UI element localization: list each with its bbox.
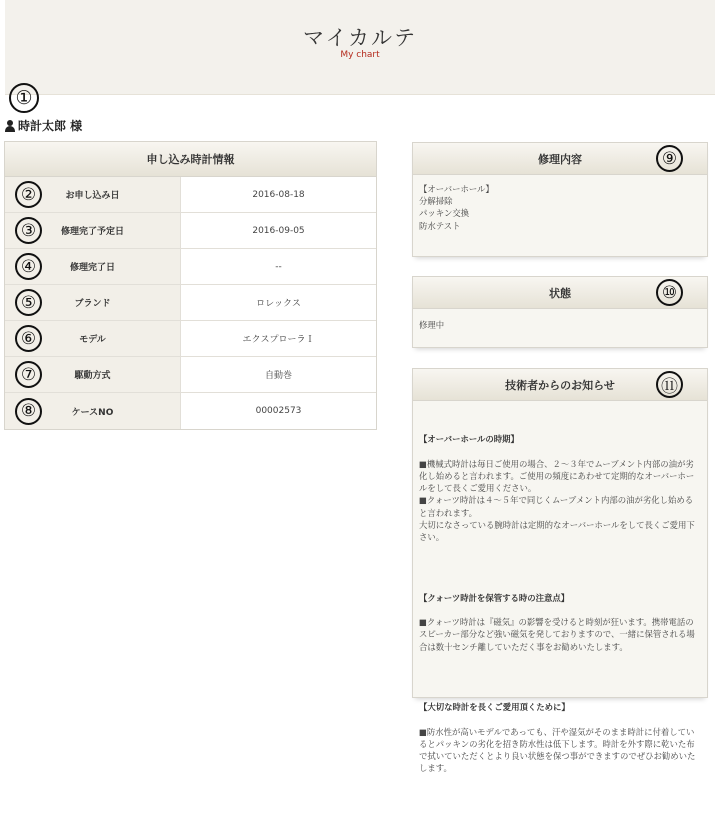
notice-section-heading: 【クォーツ時計を保管する時の注意点】 (419, 592, 570, 603)
repair-details-panel (412, 142, 708, 257)
table-row (5, 285, 376, 321)
page-header (5, 0, 715, 95)
watch-info-table (4, 141, 377, 430)
row-label: 駆動方式 (74, 371, 111, 381)
table-row (5, 249, 376, 285)
notice-section-heading: 【大切な時計を長くご愛用頂くために】 (419, 702, 570, 713)
notice-section (419, 689, 701, 787)
annotation-marker-9: ⑨ (656, 145, 683, 172)
notice-section-heading: 【オーバーホールの時期】 (419, 434, 519, 445)
row-label: 修理完了日 (69, 263, 115, 273)
annotation-marker-2: ② (15, 181, 42, 208)
notice-section-body: ■防水性が高いモデルであっても、汗や湿気がそのまま時計に付着しているとパッキンの劣化を招き防水性は低下します。時計を外す際に乾いた布で拭いていただくとより良い状態を保つ事ができますのでぜひお勧めいたします。 (419, 726, 696, 774)
row-label: ケースNO (71, 407, 114, 418)
table-row (5, 177, 376, 213)
status-title: 状態 (549, 286, 571, 300)
repair-details-text: 【オーバーホール】 分解掃除 パッキン交換 防水テスト (419, 184, 494, 231)
row-value: 00002573 (255, 406, 302, 416)
table-row (5, 357, 376, 393)
annotation-marker-3: ③ (15, 217, 42, 244)
row-value: 2016-08-18 (252, 189, 305, 200)
annotation-marker-5: ⑤ (15, 289, 42, 316)
status-panel (412, 276, 708, 348)
status-text: 修理中 (419, 320, 445, 330)
page-subtitle: My chart (340, 50, 380, 60)
annotation-marker-10: ⑩ (656, 279, 683, 306)
repair-details-title: 修理内容 (538, 152, 582, 166)
watch-info-title: 申し込み時計情報 (5, 142, 376, 177)
notice-section (419, 580, 701, 665)
table-row (5, 393, 376, 429)
user-name: 時計太郎 様 (18, 119, 83, 133)
technician-notice-panel (412, 368, 708, 774)
annotation-marker-6: ⑥ (15, 325, 42, 352)
annotation-marker-11: ⑪ (656, 371, 683, 398)
row-value: 2016-09-05 (252, 225, 305, 236)
row-value: 自動巻 (264, 371, 292, 381)
row-label: モデル (79, 335, 106, 345)
table-row (5, 213, 376, 249)
row-label: お申し込み日 (65, 191, 120, 201)
table-row (5, 321, 376, 357)
annotation-marker-8: ⑧ (15, 398, 42, 425)
page-title: マイカルテ (303, 26, 417, 50)
notice-section (419, 421, 701, 555)
technician-notice-title: 技術者からのお知らせ (505, 378, 615, 392)
row-value: -- (275, 261, 282, 272)
notice-section-body: ■クォーツ時計は『磁気』の影響を受けると時刻が狂います。携帯電話のスピーカー部分など強い磁気を発しておりますので、一緒に保管される場合は数十センチ離していただく事をお勧めいたします。 (419, 617, 695, 652)
annotation-marker-7: ⑦ (15, 361, 42, 388)
annotation-marker-4: ④ (15, 253, 42, 280)
row-label: 修理完了予定日 (60, 227, 124, 237)
user-greeting (4, 117, 82, 134)
annotation-marker-1: ① (9, 83, 39, 113)
row-value: ロレックス (256, 299, 301, 309)
notice-section-body: ■機械式時計は毎日ご使用の場合、２〜３年でムーブメント内部の油が劣化し始めると言われます。ご使用の頻度にあわせて定期的なオーバーホールをして長くご愛用ください。 ■クォーツ時計は４〜５年で同じくムーブメント内部の油が劣化し始めると言われます。 大切になさっている腕時計は定期的なオーバーホールをして長くご愛用下さい。 (419, 458, 695, 543)
row-value: エクスプローラＩ (242, 335, 315, 345)
row-label: ブランド (74, 299, 111, 309)
person-icon (4, 120, 16, 132)
